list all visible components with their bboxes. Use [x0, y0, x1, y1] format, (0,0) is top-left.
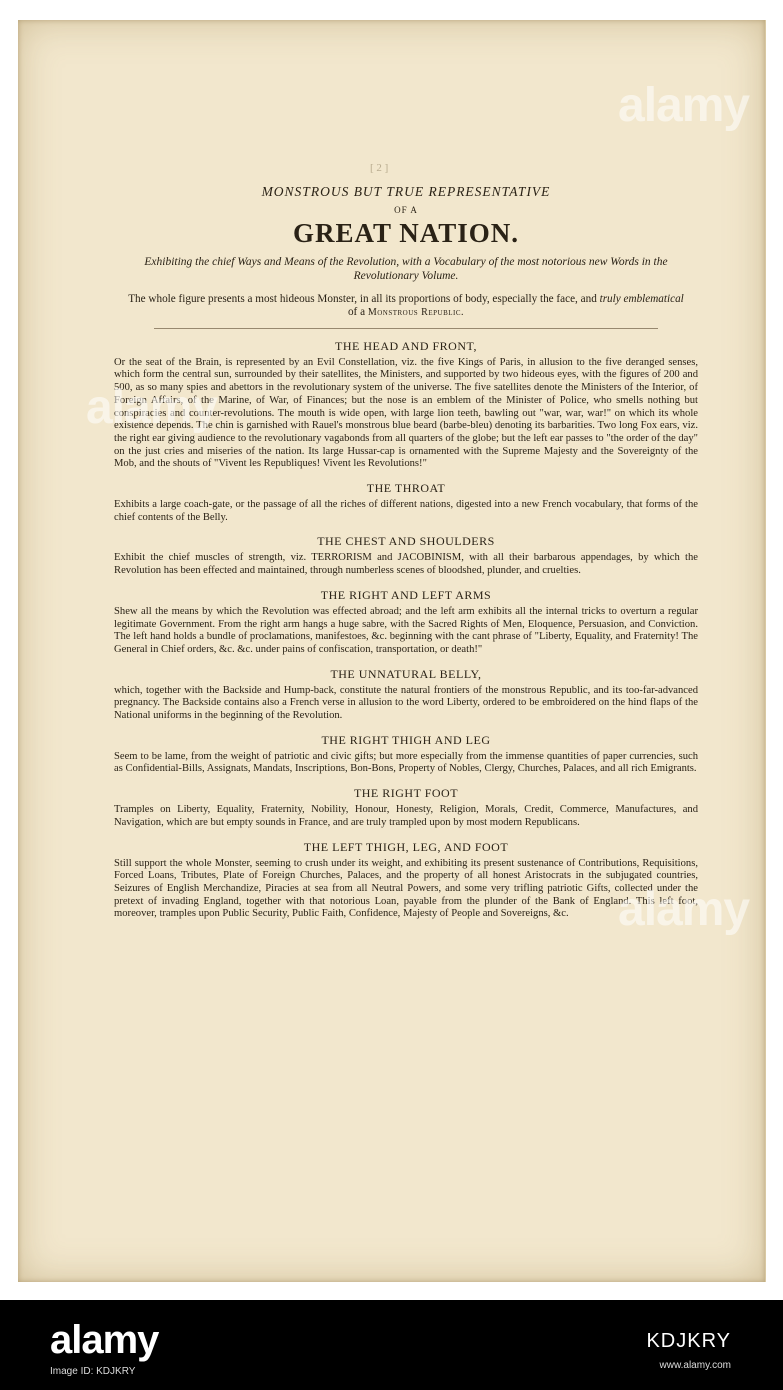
section-heading-chest: THE CHEST AND SHOULDERS [317, 534, 495, 549]
section-heading-head: THE HEAD AND FRONT, [335, 338, 477, 353]
section-text-belly: which, together with the Backside and Hump-back, constitute the natural frontiers of the monstrous Republic, and its too-far-advanced pregnancy. The Backside contains also a French verse in allusion to the word Liberty, ordered to be embroidered on the hind flaps of the National uniforms in the beginning of the Revolution. [114, 684, 698, 722]
section-text-head: Or the seat of the Brain, is represented by an Evil Constellation, viz. the five Kings of Paris, in allusion to the five deranged senses, which form the central sun, surrounded by their satellites, the Ministers, and supported by two hideous eyes, with the figures of 200 and 500, as so many spies and abettors in the revolutionary system of the universe. The five satellites denote the Ministers of the Interior, of Foreign Affairs, of the Marine, of War, of Finances; but the nose is an emblem of the Minister of Police, who smells nothing but conspiracies and counter-revolutions. The mouth is wide open, with large lion teeth, bawling out "war, war, war!" on which its whole existence depends. The chin is garnished with Rauel's monstrous blue beard (barbe-bleu) denoting its barbarities. Two long Fox ears, viz. the right ear giving audience to the revolutionary vagabonds from all quarters of the globe; but the left ear passes to "the order of the day" on the just cries and miseries of the nation. Its large Hussar-cap is ornamented with the Supreme Majesty and the Sovereignty of the Mob, and the shouts of "Vivent les Republiques! Vivent les Revolutions!" [114, 356, 698, 470]
main-title: GREAT NATION. [292, 218, 520, 248]
section-heading-left-leg: THE LEFT THIGH, LEG, AND FOOT [303, 839, 509, 854]
section-heading-belly: THE UNNATURAL BELLY, [330, 666, 482, 681]
section-text-right-foot: Tramples on Liberty, Equality, Fraternity, Nobility, Honour, Honesty, Religion, Morals, Credit, Commerce, Manufactures, and Navigation, which are but empty sounds in France, and are truly trampled upon by most modern Republicans. [114, 804, 698, 828]
intro-text-1: The whole figure presents a most hideous Monster, in all its proportions of body, especially the face, and [128, 292, 600, 305]
watermark-logo-top-right: alamy [618, 79, 750, 132]
document-page [18, 20, 766, 1282]
section-heading-arms: THE RIGHT AND LEFT ARMS [320, 587, 492, 602]
section-text-chest: Exhibit the chief muscles of strength, viz. TERRORISM and JACOBINISM, with all their barbarous appendages, by which the Revolution has been effected and maintained, through numberless scenes of bloodshed, plunder, and cruelties. [114, 552, 698, 577]
text-column [114, 160, 698, 921]
section-heading-right-thigh: THE RIGHT THIGH AND LEG [321, 732, 491, 747]
watermark-logo-left: alamy [86, 381, 218, 434]
watermark-image-id: Image ID: KDJKRY [50, 1366, 136, 1377]
of-a-line: OF A [394, 205, 418, 215]
watermark-bar-logo: alamy [50, 1318, 159, 1362]
intro-caps: Monstrous Republic. [367, 307, 465, 319]
watermark-logo-right: alamy [618, 883, 750, 936]
section-text-arms: Shew all the means by which the Revolution was effected abroad; and the left arm exhibits all the internal tricks to overturn a regular legitimate Government. From the right arm hangs a huge sabre, with the Sacred Rights of Men, Eloquence, Persuasion, and Conviction. The left hand holds a bundle of proclamations, manifestoes, &c. beginning with the cant phrase of "Liberty, Equality, and Fraternity! The General in Chief orders, &c. &c. under pains of confiscation, transportation, or death!" [114, 605, 698, 655]
page-number: [ 2 ] [370, 162, 389, 174]
watermark-url: www.alamy.com [659, 1360, 731, 1371]
intro-paragraph [114, 293, 698, 320]
intro-text-3: of a [347, 306, 368, 319]
section-heading-right-foot: THE RIGHT FOOT [353, 786, 459, 801]
divider-rule [154, 328, 658, 329]
section-text-right-thigh: Seem to be lame, from the weight of patriotic and civic gifts; but more especially from the immense quantities of paper currencies, such as Confidential-Bills, Assignats, Mandats, Inscriptions, Bon-Bons, Property of Nobles, Clergy, Churches, Palaces, and all rich Emigrants. [114, 750, 698, 775]
subtitle: Exhibiting the chief Ways and Means of the Revolution, with a Vocabulary of the most notorious new Words in the Revolutionary Volume. [144, 255, 668, 282]
section-text-throat: Exhibits a large coach-gate, or the passage of all the riches of different nations, digested into a new French vocabulary, that forms of the chief contents of the Belly. [114, 499, 698, 523]
section-heading-throat: THE THROAT [366, 481, 446, 496]
intro-italic: truly emblematical [599, 292, 684, 305]
watermark-code: KDJKRY [646, 1330, 731, 1352]
kicker-line: MONSTROUS BUT TRUE REPRESENTATIVE [261, 184, 551, 199]
section-text-left-leg: Still support the whole Monster, seeming to crush under its weight, and exhibiting its present sustenance of Contributions, Requisitions, Forced Loans, Tributes, Plate of Foreign Churches, Palaces, and the property of all honest Aristocrats in the subjugated countries, Seizures of English Merchandize, Piracies at sea from all Neutral Powers, and some very trifling patriotic Gifts, collected under the pretext of invading England, together with that notorious Loan, payable from the plunder of the Bank of England. This left foot, moreover, tramples upon Public Security, Public Faith, Confidence, Majesty of People and Sovereigns, &c. [114, 857, 698, 920]
